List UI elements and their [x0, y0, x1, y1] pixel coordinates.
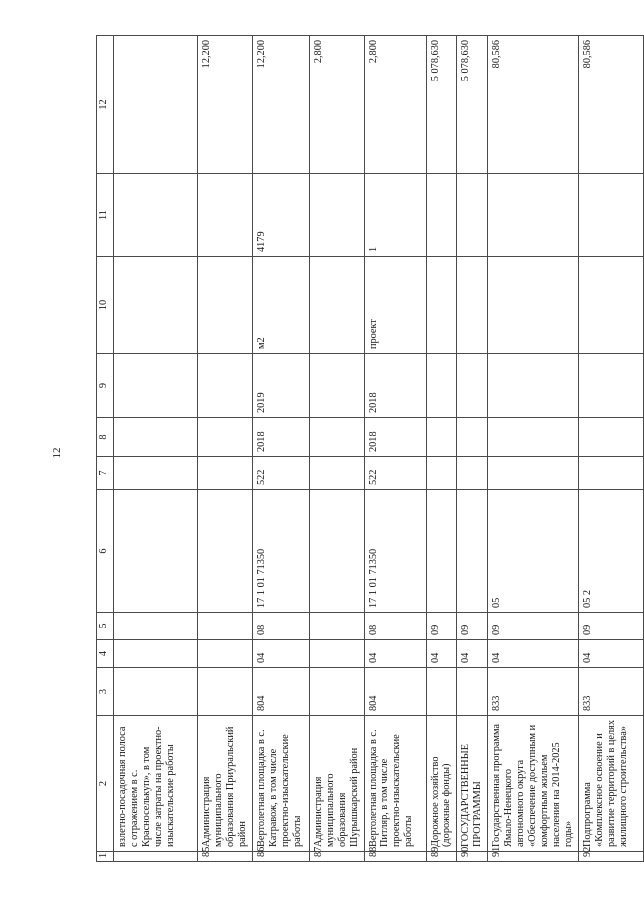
cell-col12: 2,800: [364, 36, 426, 174]
header-cell-2: 2: [97, 716, 114, 852]
row-number: 91: [488, 852, 579, 862]
cell-col6: [426, 490, 457, 613]
cell-col10: [114, 257, 198, 354]
cell-col12: 80,586: [488, 36, 579, 174]
cell-col7: 522: [252, 457, 309, 490]
table-row: [457, 36, 488, 862]
header-cell-10: 10: [97, 257, 114, 354]
cell-col10: [457, 257, 488, 354]
cell-col4: 04: [364, 640, 426, 668]
cell-col11: [457, 174, 488, 257]
table-row: [488, 36, 579, 862]
header-cell-9: 9: [97, 354, 114, 418]
row-name: Вертолетная площадка в с. Питляр, в том числе проектно-изыскательские работы: [364, 716, 426, 852]
row-number: 90: [457, 852, 488, 862]
cell-col6: 17 1 01 71350: [364, 490, 426, 613]
cell-col9: [426, 354, 457, 418]
cell-col12: 5 078,630: [457, 36, 488, 174]
cell-col3: [198, 668, 253, 716]
cell-col10: [488, 257, 579, 354]
cell-col3: [457, 668, 488, 716]
cell-col12: 12,200: [252, 36, 309, 174]
budget-table: [96, 35, 644, 862]
cell-col8: [578, 418, 643, 457]
cell-col9: [198, 354, 253, 418]
row-name: Дорожное хозяйство (дорожные фонды): [426, 716, 457, 852]
cell-col11: [578, 174, 643, 257]
cell-col3: 804: [252, 668, 309, 716]
cell-col8: [114, 418, 198, 457]
cell-col12: 5 078,630: [426, 36, 457, 174]
header-cell-4: 4: [97, 640, 114, 668]
cell-col12: 80,586: [578, 36, 643, 174]
table-row: [198, 36, 253, 862]
header-cell-8: 8: [97, 418, 114, 457]
cell-col9: [457, 354, 488, 418]
cell-col11: [198, 174, 253, 257]
cell-col7: [309, 457, 364, 490]
cell-col11: [114, 174, 198, 257]
cell-col6: 17 1 01 71350: [252, 490, 309, 613]
row-number: 88: [364, 852, 426, 862]
row-name: Администрация муниципального образования Шурышкарский район: [309, 716, 364, 852]
header-cell-11: 11: [97, 174, 114, 257]
cell-col6: 05: [488, 490, 579, 613]
table-row: [426, 36, 457, 862]
cell-col8: 2018: [252, 418, 309, 457]
cell-col5: [114, 613, 198, 640]
cell-col5: 09: [578, 613, 643, 640]
row-number: 89: [426, 852, 457, 862]
cell-col10: [578, 257, 643, 354]
cell-col11: 1: [364, 174, 426, 257]
cell-col3: [426, 668, 457, 716]
cell-col9: [578, 354, 643, 418]
cell-col6: [198, 490, 253, 613]
cell-col11: [488, 174, 579, 257]
cell-col8: [457, 418, 488, 457]
cell-col5: 09: [457, 613, 488, 640]
cell-col9: [488, 354, 579, 418]
cell-col7: [457, 457, 488, 490]
cell-col7: [578, 457, 643, 490]
cell-col5: [198, 613, 253, 640]
cell-col6: 05 2: [578, 490, 643, 613]
cell-col7: [114, 457, 198, 490]
cell-col5: 09: [426, 613, 457, 640]
header-cell-12: 12: [97, 36, 114, 174]
header-cell-5: 5: [97, 613, 114, 640]
cell-col9: 2019: [252, 354, 309, 418]
cell-col3: [309, 668, 364, 716]
cell-col3: 804: [364, 668, 426, 716]
table-body: [97, 36, 644, 862]
cell-col4: 04: [578, 640, 643, 668]
cell-col6: [114, 490, 198, 613]
cell-col7: 522: [364, 457, 426, 490]
header-cell-7: 7: [97, 457, 114, 490]
row-name: Администрация муниципального образования Приуральский район: [198, 716, 253, 852]
cell-col6: [457, 490, 488, 613]
table-row: [309, 36, 364, 862]
row-number: 86: [252, 852, 309, 862]
cell-col3: 833: [578, 668, 643, 716]
table-row: [114, 36, 198, 862]
cell-col12: 2,800: [309, 36, 364, 174]
cell-col4: 04: [252, 640, 309, 668]
cell-col5: [309, 613, 364, 640]
cell-col4: 04: [426, 640, 457, 668]
cell-col7: [426, 457, 457, 490]
cell-col4: 04: [457, 640, 488, 668]
cell-col12: 12,200: [198, 36, 253, 174]
cell-col10: [198, 257, 253, 354]
cell-col12: [114, 36, 198, 174]
cell-col7: [198, 457, 253, 490]
row-number: 92: [578, 852, 643, 862]
cell-col8: [426, 418, 457, 457]
table-viewport: [96, 36, 629, 862]
header-cell-6: 6: [97, 490, 114, 613]
cell-col4: [309, 640, 364, 668]
row-number: 85: [198, 852, 253, 862]
table-row: [364, 36, 426, 862]
cell-col7: [488, 457, 579, 490]
cell-col8: [198, 418, 253, 457]
cell-col6: [309, 490, 364, 613]
rotated-table-container: [96, 36, 629, 862]
row-name: взлетно-посадочная полоса с отражением в с. Красноселькуп», в том числе затраты на проектно-изыскательские работы: [114, 716, 198, 852]
page-number: 12: [51, 447, 63, 459]
header-cell-3: 3: [97, 668, 114, 716]
cell-col4: 04: [488, 640, 579, 668]
cell-col10: [426, 257, 457, 354]
cell-col8: [309, 418, 364, 457]
row-name: Подпрограмма «Комплексное освоение и развитие территорий в целях жилищного строительства»: [578, 716, 643, 852]
cell-col3: 833: [488, 668, 579, 716]
table-row: [252, 36, 309, 862]
header-cell-1: 1: [97, 852, 114, 862]
cell-col11: [426, 174, 457, 257]
cell-col3: [114, 668, 198, 716]
cell-col8: 2018: [364, 418, 426, 457]
cell-col8: [488, 418, 579, 457]
cell-col11: [309, 174, 364, 257]
cell-col5: 08: [364, 613, 426, 640]
cell-col9: 2018: [364, 354, 426, 418]
row-name: Государственная программа Ямало-Ненецкого автономного округа «Обеспечение доступным и комфортным жильем населения на 2014-2025 годы»: [488, 716, 579, 852]
cell-col10: м2: [252, 257, 309, 354]
cell-col10: проект: [364, 257, 426, 354]
row-name: Вертолетная площадка в с. Катравож, в том числе проектно-изыскательские работы: [252, 716, 309, 852]
cell-col9: [309, 354, 364, 418]
row-number: 87: [309, 852, 364, 862]
table-row: [578, 36, 643, 862]
row-number: [114, 852, 198, 862]
cell-col5: 08: [252, 613, 309, 640]
cell-col4: [198, 640, 253, 668]
cell-col10: [309, 257, 364, 354]
cell-col5: 09: [488, 613, 579, 640]
cell-col9: [114, 354, 198, 418]
header-row: [97, 36, 114, 862]
cell-col4: [114, 640, 198, 668]
row-name: ГОСУДАРСТВЕННЫЕ ПРОГРАММЫ: [457, 716, 488, 852]
cell-col11: 4179: [252, 174, 309, 257]
